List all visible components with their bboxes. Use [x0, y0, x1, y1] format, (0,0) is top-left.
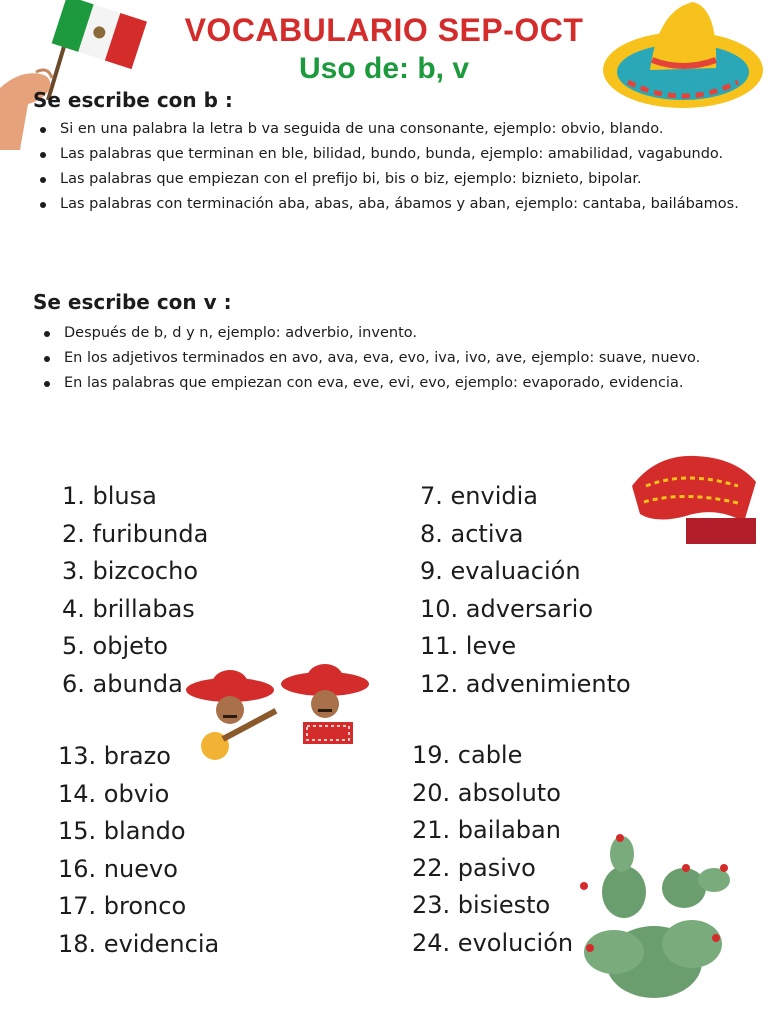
list-item: 4. brillabas [62, 594, 195, 623]
word-list-4 [412, 737, 573, 962]
list-item: 1. blusa [62, 482, 157, 510]
list-item: 8. activa [420, 519, 524, 548]
list-item: 11. leve [420, 632, 517, 660]
list-item: 2. furibunda [62, 519, 209, 548]
section-b-heading: Se escribe con b : [33, 88, 233, 112]
list-item: 14. obvio [58, 779, 170, 808]
list-item: En las palabras que empiezan con eva, eve, evi, evo, ejemplo: evaporado, evidencia. [64, 371, 744, 396]
list-item: 22. pasivo [412, 853, 536, 882]
list-item: 10. adversario [420, 594, 594, 623]
word-list-3 [58, 738, 219, 963]
list-item: 6. abunda [62, 669, 183, 698]
list-item: 23. bisiesto [412, 891, 551, 919]
list-item: 13. brazo [58, 742, 171, 770]
list-item: Las palabras que terminan en ble, bilidad, bundo, bunda, ejemplo: amabilidad, vagabundo. [60, 142, 754, 167]
section-b-rules [34, 117, 754, 217]
section-v-heading: Se escribe con v : [33, 290, 232, 314]
list-item: 18. evidencia [58, 929, 220, 958]
list-item: 19. cable [412, 741, 523, 769]
list-item: Las palabras con terminación aba, abas, aba, ábamos y aban, ejemplo: cantaba, bailábamos. [60, 192, 754, 217]
cactus-icon [574, 832, 734, 1002]
list-item: 9. evaluación [420, 557, 581, 585]
list-item: 16. nuevo [58, 854, 178, 883]
list-item: 24. evolución [412, 928, 574, 957]
serape-icon [626, 446, 762, 550]
list-item: 15. blando [58, 817, 186, 845]
page-subtitle: Uso de: b, v [298, 52, 470, 85]
list-item: 7. envidia [420, 482, 538, 510]
list-item: 17. bronco [58, 892, 187, 920]
word-list-2 [420, 478, 631, 703]
list-item: Las palabras que empiezan con el prefijo bi, bis o biz, ejemplo: biznieto, bipolar. [60, 167, 754, 192]
list-item: Si en una palabra la letra b va seguida de una consonante, ejemplo: obvio, blando. [60, 117, 754, 142]
page-title: VOCABULARIO SEP-OCT [184, 12, 584, 48]
list-item: En los adjetivos terminados en avo, ava, eva, evo, iva, ivo, ave, ejemplo: suave, nuevo. [64, 346, 744, 371]
list-item: 3. bizcocho [62, 557, 198, 585]
list-item: 21. bailaban [412, 816, 561, 844]
list-item: 20. absoluto [412, 778, 561, 807]
list-item: Después de b, d y n, ejemplo: adverbio, invento. [64, 321, 744, 346]
section-v-rules [38, 321, 744, 396]
list-item: 12. advenimiento [420, 669, 631, 698]
list-item: 5. objeto [62, 632, 168, 660]
